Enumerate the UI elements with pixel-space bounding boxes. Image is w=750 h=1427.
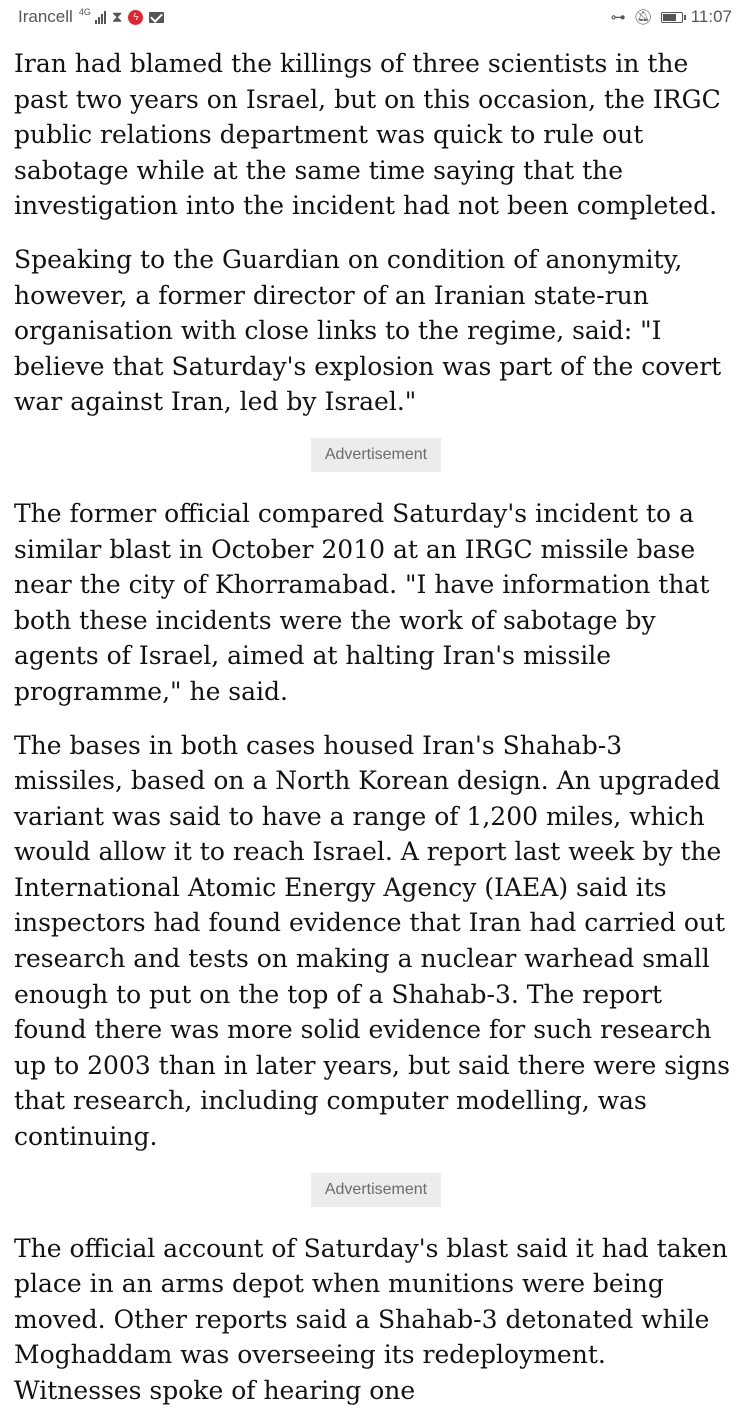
signal-icon [95,10,106,24]
clock-time: 11:07 [690,7,732,26]
carrier-name: Irancell [18,7,73,26]
advertisement-slot [14,438,738,472]
advertisement-label: Advertisement [311,1173,441,1207]
key-icon: ⊶ [610,9,626,26]
article-paragraph: The official account of Saturday's blast said it had taken place in an arms depot when munitions were being moved. Other reports said a Shahab-3 detonated while Moghaddam was overseeing its redeployment. Witnesses spoke of hearing one [14,1233,728,1405]
hourglass-icon: ⧗ [111,8,123,26]
article-paragraph: The bases in both cases housed Iran's Shahab-3 missiles, based on a North Korean design. An upgraded variant was said to have a range of 1,200 miles, which would allow it to reach Israel. A report last week by the International Atomic Energy Agency (IAEA) said its inspectors had found evidence that Iran had carried out research and tests on making a nuclear warhead small enough to put on the top of a Shahab-3. The report found there was more solid evidence for such research up to 2003 than in later years, but said there were signs that research, including computer modelling, was continuing. [14,730,731,1152]
advertisement-label: Advertisement [311,438,441,472]
article-paragraph: Iran had blamed the killings of three scientists in the past two years on Israel, but on this occasion, the IRGC public relations department was quick to rule out sabotage while at the same time saying that the investigation into the incident had not been completed. [14,49,721,221]
status-left-group [18,7,164,27]
battery-fill [663,14,676,21]
advertisement-slot [14,1173,738,1207]
status-right-group [611,7,732,27]
network-type: 4G [78,6,91,17]
article-paragraph: The former official compared Saturday's incident to a similar blast in October 2010 at an IRGC missile base near the city of Khorramabad. "I have information that both these incidents were the work of sabotage by agents of Israel, aimed at halting Iran's missile programme," he said. [14,498,710,706]
article-body [14,46,738,1427]
bell-muted-icon: 🔕︎ [633,9,653,26]
status-bar [0,0,750,36]
mail-icon [149,12,164,23]
battery-icon [661,12,683,23]
flash-icon: ϟ [128,10,143,25]
article-paragraph: Speaking to the Guardian on condition of anonymity, however, a former director of an Iranian state-run organisation with close links to the regime, said: "I believe that Saturday's explosion was part of the covert war against Iran, led by Israel." [14,244,722,417]
